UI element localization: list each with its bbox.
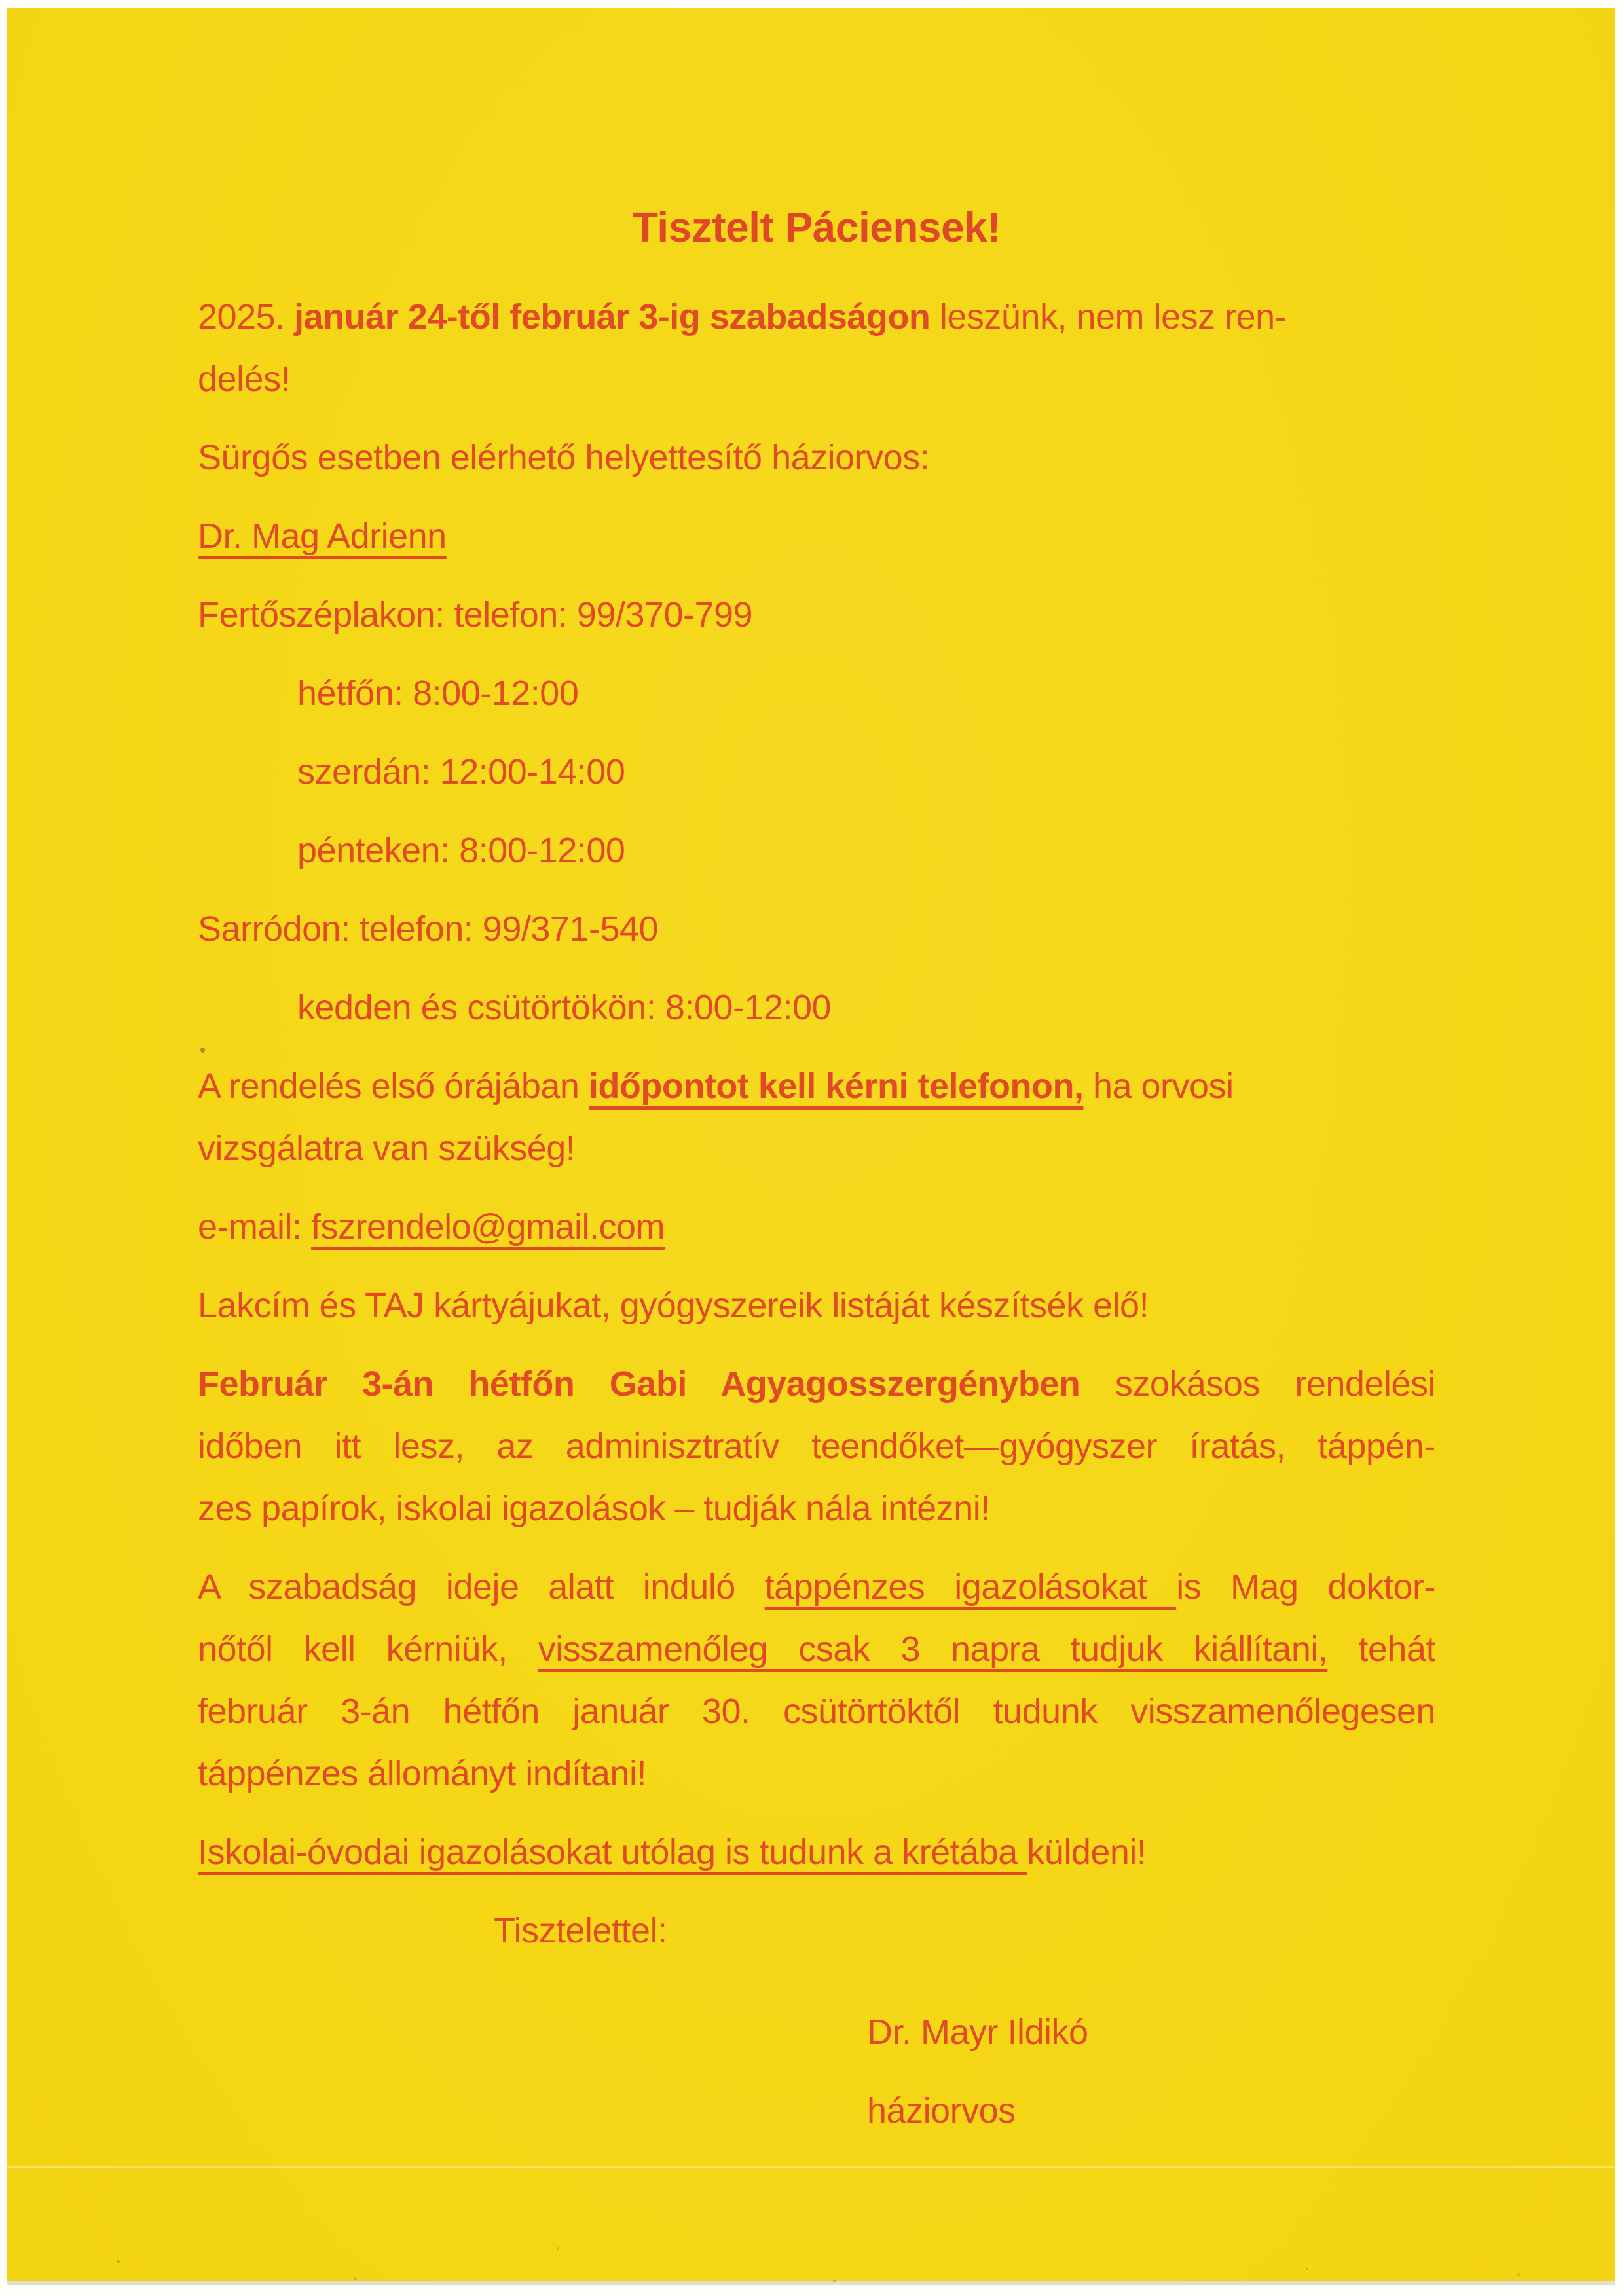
- paragraph: [198, 286, 1435, 410]
- text-line: [297, 741, 1435, 803]
- text-line: [198, 1055, 1435, 1118]
- text-segment: Február 3-án hétfőn Gabi Agyagosszergényben: [198, 1364, 1080, 1404]
- text-segment: vizsgálatra van szükség!: [198, 1129, 576, 1168]
- paragraph: [198, 2080, 1435, 2142]
- text-segment: szerdán: 12:00-14:00: [297, 752, 625, 792]
- text-segment: A rendelés első órájában: [198, 1066, 589, 1106]
- underlined-text: visszamenőleg csak 3 napra tudjuk kiállítani,: [538, 1630, 1328, 1669]
- text-segment: január 24-től február 3-ig szabadságon: [294, 297, 931, 337]
- text-line: [297, 820, 1435, 882]
- paragraph: [198, 1821, 1435, 1884]
- text-line: [198, 1275, 1435, 1337]
- text-line: [198, 1478, 1435, 1540]
- underlined-text: Iskolai-óvodai igazolásokat utólag is tudunk a krétába: [198, 1832, 1027, 1872]
- paragraph: [198, 820, 1435, 882]
- scan-speck: [833, 2280, 836, 2282]
- text-segment: Lakcím és TAJ kártyájukat, gyógyszereik listáját készítsék elő!: [198, 1286, 1149, 1325]
- text-line: [198, 1681, 1435, 1743]
- text-segment: szokásos rendelési: [1080, 1364, 1436, 1404]
- document-body: [198, 286, 1435, 2142]
- paragraph: [198, 505, 1435, 568]
- paragraph: [198, 1055, 1435, 1180]
- notice-paper: [7, 8, 1615, 2285]
- paragraph: [198, 1900, 1435, 1962]
- paragraph: [198, 1353, 1435, 1540]
- paragraph: [198, 427, 1435, 489]
- scan-speck: [354, 2277, 356, 2280]
- text-line: [198, 1415, 1435, 1478]
- notice-content: [198, 8, 1435, 2159]
- text-segment: Dr. Mayr Ildikó: [867, 2013, 1088, 2052]
- text-segment: Sarródon: telefon: 99/371-540: [198, 909, 659, 949]
- text-line: [867, 2080, 1435, 2142]
- text-segment: február 3-án hétfőn január 30. csütörtöktől tudunk visszamenőlegesen: [198, 1692, 1435, 1731]
- text-segment: időben itt lesz, az adminisztratív teendőket—gyógyszer íratás, táppén-: [198, 1427, 1435, 1466]
- scan-speck: [1517, 2273, 1520, 2276]
- text-line: [867, 2001, 1435, 2064]
- underlined-text: táppénzes igazolásokat: [764, 1567, 1177, 1607]
- text-segment: kedden és csütörtökön: 8:00-12:00: [297, 988, 832, 1027]
- scan-speck: [557, 2247, 559, 2250]
- text-segment: delés!: [198, 359, 291, 399]
- paragraph: [198, 898, 1435, 960]
- text-line: [198, 1821, 1435, 1884]
- text-line: [198, 898, 1435, 960]
- text-line: [198, 1118, 1435, 1180]
- text-line: [198, 1556, 1435, 1618]
- text-segment: küldeni!: [1027, 1832, 1147, 1872]
- text-line: [198, 1353, 1435, 1415]
- underlined-text: Dr. Mag Adrienn: [198, 517, 447, 556]
- text-segment: Fertőszéplakon: telefon: 99/370-799: [198, 595, 753, 634]
- page-title: Tisztelt Páciensek!: [632, 204, 1001, 251]
- text-segment: pénteken: 8:00-12:00: [297, 831, 625, 870]
- text-line: [494, 1900, 1435, 1962]
- text-line: [198, 584, 1435, 646]
- text-segment: nőtől kell kérniük,: [198, 1630, 538, 1669]
- paragraph: [198, 584, 1435, 646]
- underlined-text: időpontot kell kérni telefonon,: [588, 1066, 1084, 1106]
- text-segment: is Mag doktor-: [1176, 1567, 1435, 1607]
- text-line: [198, 505, 1435, 568]
- scan-speck: [1306, 2268, 1308, 2270]
- text-segment: zes papírok, iskolai igazolások – tudják nála intézni!: [198, 1489, 990, 1528]
- text-segment: e-mail:: [198, 1207, 312, 1247]
- text-line: [198, 348, 1435, 410]
- text-segment: leszünk, nem lesz ren-: [930, 297, 1287, 337]
- paragraph: [198, 977, 1435, 1039]
- text-segment: A szabadság ideje alatt induló: [198, 1567, 765, 1607]
- paragraph: [198, 2001, 1435, 2064]
- text-segment: háziorvos: [867, 2091, 1016, 2130]
- text-line: [198, 1196, 1435, 1258]
- text-segment: tehát: [1327, 1630, 1435, 1669]
- scan-artifact-line: [7, 2166, 1615, 2168]
- paragraph: [198, 1556, 1435, 1805]
- paragraph: [198, 1275, 1435, 1337]
- text-segment: Sürgős esetben elérhető helyettesítő háziorvos:: [198, 438, 930, 477]
- text-segment: ha orvosi: [1083, 1066, 1234, 1106]
- text-line: [297, 977, 1435, 1039]
- text-line: [198, 1618, 1435, 1681]
- text-line: [297, 663, 1435, 725]
- text-line: [198, 427, 1435, 489]
- text-segment: Tisztelettel:: [494, 1911, 667, 1950]
- text-segment: 2025.: [198, 297, 295, 337]
- paragraph: [198, 663, 1435, 725]
- paragraph: [198, 1196, 1435, 1258]
- scan-speck: [117, 2260, 120, 2263]
- text-segment: táppénzes állományt indítani!: [198, 1754, 646, 1793]
- text-segment: hétfőn: 8:00-12:00: [297, 674, 579, 713]
- text-line: [198, 286, 1435, 348]
- underlined-text: fszrendelo@gmail.com: [311, 1207, 665, 1247]
- text-line: [198, 1743, 1435, 1805]
- paragraph: [198, 741, 1435, 803]
